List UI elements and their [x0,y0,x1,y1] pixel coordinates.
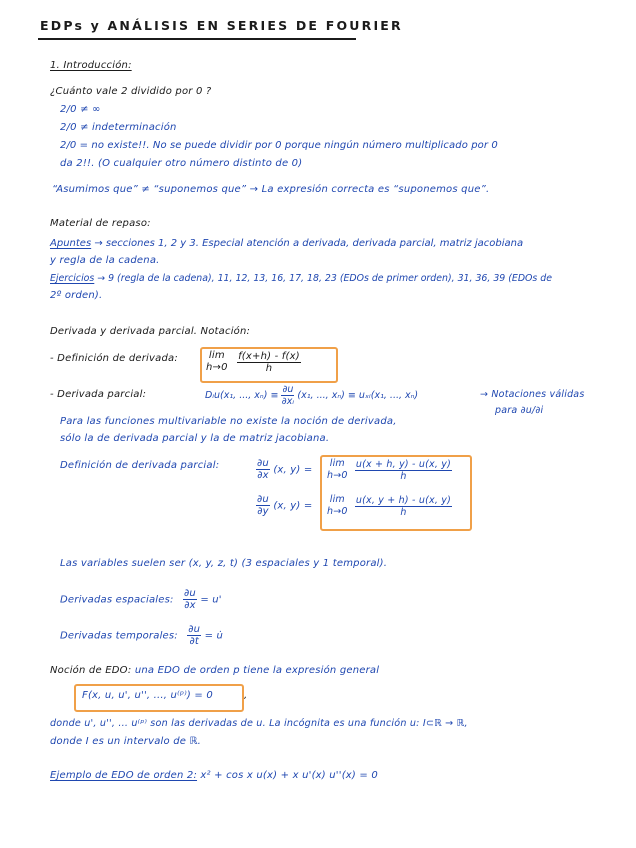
fraction-denominator: h [265,362,273,374]
dy: ∂y [257,506,269,517]
dt: ∂t [189,636,199,647]
def-parcial-label: Definición de derivada parcial: [60,460,220,471]
notaciones-line-2: para ∂u/∂i [495,405,544,416]
parcial-expression [205,384,418,407]
donde-line-1: donde u', u'', ... u⁽ᵖ⁾ son las derivadas de u. La incógnita es una función u: I⊂ℝ → ℝ, [50,718,468,729]
parcial-expr-a: Dᵢu(x₁, ..., xₙ) ≡ [205,390,279,401]
multi-line-1: Para las funciones multivariable no existe la noción de derivada, [60,416,397,427]
parcial-label: - Derivada parcial: [50,389,147,400]
ejercicios-line-2: 2º orden). [50,290,103,301]
apuntes-label: Apuntes [50,238,92,249]
lim-subscript: h→0 [327,470,348,481]
fraction-numerator: u(x + h, y) - u(x, y) [355,458,451,470]
intro-line-3: 2/0 = no existe!!. No se puede dividir por 0 porque ningún número multiplicado por 0 [60,140,498,151]
temporales-row [60,624,223,647]
fraction-denominator: h [400,470,407,482]
du: ∂u [257,458,269,469]
title-underline [38,38,356,40]
ejemplo-expression: x² + cos x u(x) + x u'(x) u''(x) = 0 [200,770,378,781]
def-derivada-fraction [237,351,301,374]
multi-line-2: sólo la de derivada parcial y la de matriz jacobiana. [60,433,330,444]
lim-notation [206,350,228,374]
espaciales-label: Derivadas espaciales: [60,594,174,606]
partial-x-fraction [355,459,452,482]
xy-args: (x, y) = [273,500,313,512]
page-title: EDPs y ANÁLISIS EN SERIES DE FOURIER [40,18,403,33]
partial-y-fraction [355,495,452,518]
du: ∂u [282,384,294,395]
lim-notation [327,494,348,518]
du-dxi-fraction [281,384,294,407]
ejercicios-text-1: → 9 (regla de la cadena), 11, 12, 13, 16, 17, 18, 23 (EDOs de primer orden), 31, 36, 39 (EDOs de [94,273,553,284]
lim-word: lim [208,350,225,361]
material-heading: Material de repaso: [50,218,151,229]
espaciales-rhs: = u' [200,594,222,606]
lim-notation [327,458,348,482]
espaciales-row [60,588,222,611]
edo-formula: F(x, u, u', u'', ..., u⁽ᵖ⁾) = 0 [82,690,213,701]
du: ∂u [188,624,201,635]
apuntes-text-1: → secciones 1, 2 y 3. Especial atención a derivada, derivada parcial, matriz jacobiana [91,238,524,249]
partial-x-lhs [256,458,312,481]
intro-heading: 1. Introducción: [50,60,132,71]
lim-subscript: h→0 [327,506,348,517]
dxi: ∂xᵢ [281,396,295,407]
dx: ∂x [257,470,269,481]
donde-line-2: donde I es un intervalo de ℝ. [50,736,202,747]
ejercicios-label: Ejercicios [50,273,95,284]
variables-line: Las variables suelen ser (x, y, z, t) (3 espaciales y 1 temporal). [60,558,388,569]
ejercicios-line-1 [50,273,552,284]
fraction-numerator: f(x+h) - f(x) [238,350,300,362]
derivadas-heading: Derivada y derivada parcial. Notación: [50,326,251,337]
du-dy-fraction [256,494,270,517]
du-dx-fraction [183,588,197,611]
def-derivada-formula [206,350,301,374]
temporales-label: Derivadas temporales: [60,630,178,642]
du: ∂u [184,588,196,599]
apuntes-line-1 [50,238,523,249]
partial-y-lhs [256,494,312,517]
edo-label: Noción de EDO: [50,665,132,676]
intro-quote: “Asumimos que” ≠ “suponemos que” → La expresión correcta es “suponemos que”. [52,184,490,195]
edo-formula-comma: , [244,690,248,701]
partial-y-rhs [327,494,452,518]
lim-word: lim [329,494,345,505]
fraction-numerator: u(x, y + h) - u(x, y) [355,494,451,506]
partial-x-rhs [327,458,452,482]
def-derivada-label: - Definición de derivada: [50,353,178,364]
lim-subscript: h→0 [206,362,228,373]
intro-line-2: 2/0 ≠ indeterminación [60,122,177,133]
parcial-expr-b: (x₁, ..., xₙ) ≡ uₓᵢ(x₁, ..., xₙ) [297,390,419,401]
ejemplo-label: Ejemplo de EDO de orden 2: [50,770,198,781]
intro-question: ¿Cuánto vale 2 dividido por 0 ? [50,86,212,97]
xy-args: (x, y) = [273,464,313,476]
intro-line-1: 2/0 ≠ ∞ [60,104,101,115]
du-dt-fraction [187,624,201,647]
intro-line-4: da 2!!. (O cualquier otro número distinto de 0) [60,158,303,169]
fraction-denominator: h [400,506,407,518]
apuntes-line-2: y regla de la cadena. [50,255,160,266]
dx: ∂x [184,600,196,611]
du-dx-fraction [256,458,270,481]
du: ∂u [257,494,269,505]
lim-word: lim [329,458,345,469]
ejemplo-row [50,770,378,781]
temporales-rhs: = u̇ [204,630,224,642]
notaciones-line-1: → Notaciones válidas [480,389,585,400]
edo-line [50,665,379,676]
edo-text: una EDO de orden p tiene la expresión general [131,665,380,676]
